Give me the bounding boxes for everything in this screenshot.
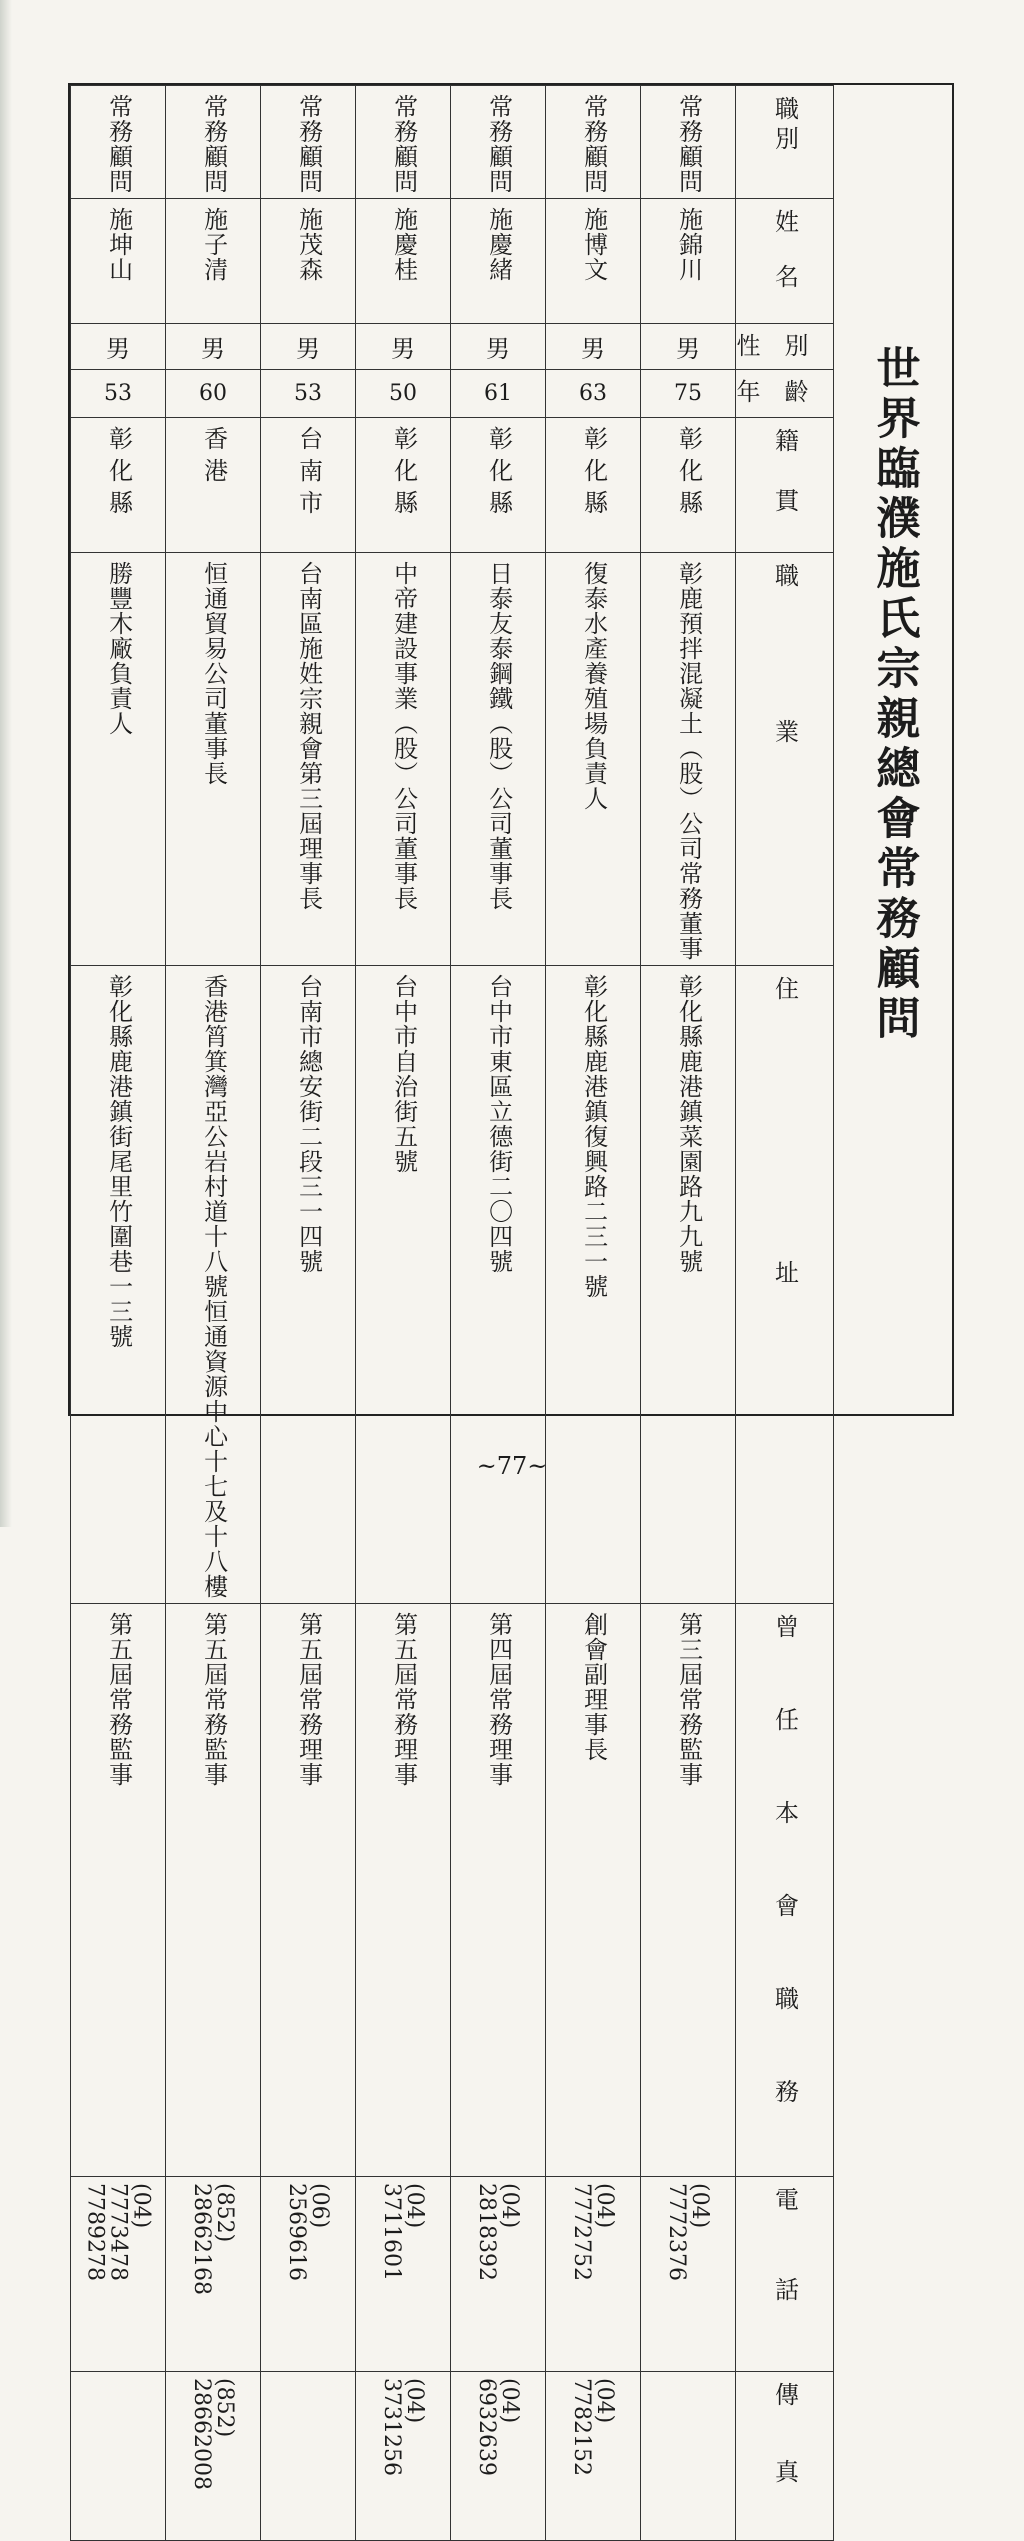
row-address <box>71 966 834 1604</box>
row-age <box>71 370 834 418</box>
member-native: 彰化縣 <box>579 426 608 522</box>
member-phone: (04) 7773478 7789278 <box>82 2183 154 2281</box>
member-native: 香港 <box>199 426 228 490</box>
member-post: 第五屆常務理事 <box>294 1612 323 1787</box>
member-sex: 男 <box>391 335 415 363</box>
member-role: 常務顧問 <box>199 94 228 194</box>
field-label-age: 年齡 <box>736 378 833 406</box>
cell-post <box>451 1604 546 2177</box>
cell-fax <box>166 2372 261 2541</box>
member-occupation: 恒通貿易公司董事長 <box>199 561 228 786</box>
row-name <box>71 199 834 324</box>
member-fax: (04) 6932639 <box>474 2378 523 2476</box>
cell-sex <box>166 324 261 370</box>
header-sex <box>736 324 834 370</box>
member-occupation: 日泰友泰鋼鐵（股）公司董事長 <box>484 561 513 911</box>
cell-native <box>71 418 166 553</box>
member-occupation: 中帝建設事業（股）公司董事長 <box>389 561 418 911</box>
row-native <box>71 418 834 553</box>
member-native: 彰化縣 <box>484 426 513 522</box>
cell-role <box>166 86 261 199</box>
cell-native <box>451 418 546 553</box>
cell-age <box>261 370 356 418</box>
member-name: 施茂森 <box>294 207 323 282</box>
member-role: 常務顧問 <box>484 94 513 194</box>
row-phone <box>71 2177 834 2372</box>
field-label-occupation: 職業 <box>770 563 799 875</box>
member-phone: (06) 2569616 <box>284 2183 333 2281</box>
cell-phone <box>451 2177 546 2372</box>
member-native: 台南市 <box>294 426 323 522</box>
header-native <box>736 418 834 553</box>
member-name: 施慶桂 <box>389 207 418 282</box>
cell-occupation <box>451 553 546 966</box>
cell-occupation <box>356 553 451 966</box>
cell-occupation <box>261 553 356 966</box>
cell-name <box>451 199 546 324</box>
field-label-post: 曾任本會職務 <box>770 1614 799 2172</box>
row-post <box>71 1604 834 2177</box>
field-label-phone: 電話 <box>770 2187 799 2367</box>
cell-age <box>451 370 546 418</box>
member-phone: (04) 3711601 <box>379 2183 428 2281</box>
cell-occupation <box>546 553 641 966</box>
cell-name <box>356 199 451 324</box>
cell-name <box>71 199 166 324</box>
cell-address <box>261 966 356 1604</box>
cell-sex <box>546 324 641 370</box>
cell-post <box>261 1604 356 2177</box>
cell-native <box>261 418 356 553</box>
member-address: 台中市東區立德街二〇四號 <box>484 974 513 1274</box>
cell-sex <box>261 324 356 370</box>
cell-role <box>71 86 166 199</box>
cell-post <box>71 1604 166 2177</box>
cell-age <box>641 370 736 418</box>
field-label-role: 職別 <box>770 96 799 156</box>
member-name: 施博文 <box>579 207 608 282</box>
member-age: 63 <box>579 381 607 406</box>
member-sex: 男 <box>106 335 130 363</box>
member-age: 61 <box>484 381 512 406</box>
member-role: 常務顧問 <box>674 94 703 194</box>
member-native: 彰化縣 <box>674 426 703 522</box>
cell-fax <box>451 2372 546 2541</box>
header-role <box>736 86 834 199</box>
cell-name <box>641 199 736 324</box>
cell-name <box>546 199 641 324</box>
member-address: 台南市總安街二段三一四號 <box>294 974 323 1274</box>
cell-address <box>71 966 166 1604</box>
cell-occupation <box>71 553 166 966</box>
cell-role <box>356 86 451 199</box>
member-address: 彰化縣鹿港鎮菜園路九九號 <box>674 974 703 1274</box>
member-age: 53 <box>294 381 322 406</box>
header-name <box>736 199 834 324</box>
cell-fax <box>356 2372 451 2541</box>
member-phone: (04) 2818392 <box>474 2183 523 2281</box>
cell-sex <box>451 324 546 370</box>
member-sex: 男 <box>486 335 510 363</box>
title-column <box>833 85 952 1414</box>
cell-post <box>166 1604 261 2177</box>
member-sex: 男 <box>296 335 320 363</box>
member-post: 第四屆常務理事 <box>484 1612 513 1787</box>
member-address: 台中市自治街五號 <box>389 974 418 1174</box>
cell-address <box>546 966 641 1604</box>
member-age: 60 <box>199 381 227 406</box>
member-role: 常務顧問 <box>294 94 323 194</box>
member-phone: (04) 7772376 <box>664 2183 713 2281</box>
member-occupation: 復泰水產養殖場負責人 <box>579 561 608 811</box>
cell-occupation <box>641 553 736 966</box>
member-post: 創會副理事長 <box>579 1612 608 1762</box>
cell-phone <box>356 2177 451 2372</box>
header-phone <box>736 2177 834 2372</box>
cell-fax <box>546 2372 641 2541</box>
member-sex: 男 <box>676 335 700 363</box>
cell-address <box>356 966 451 1604</box>
cell-name <box>261 199 356 324</box>
member-role: 常務顧問 <box>104 94 133 194</box>
member-fax: (04) 7782152 <box>569 2378 618 2476</box>
cell-post <box>641 1604 736 2177</box>
member-role: 常務顧問 <box>579 94 608 194</box>
cell-fax <box>641 2372 736 2541</box>
cell-address <box>641 966 736 1604</box>
member-phone: (04) 7772752 <box>569 2183 618 2281</box>
cell-post <box>546 1604 641 2177</box>
cell-phone <box>641 2177 736 2372</box>
field-label-address: 住址 <box>770 976 799 1544</box>
cell-sex <box>356 324 451 370</box>
cell-native <box>166 418 261 553</box>
row-sex <box>71 324 834 370</box>
member-fax: (852) 28662008 <box>189 2378 238 2490</box>
header-fax <box>736 2372 834 2541</box>
member-post: 第五屆常務監事 <box>199 1612 228 1787</box>
cell-name <box>166 199 261 324</box>
cell-phone <box>546 2177 641 2372</box>
member-phone: (852) 28662168 <box>189 2183 238 2295</box>
cell-address <box>451 966 546 1604</box>
cell-sex <box>641 324 736 370</box>
member-age: 50 <box>389 381 417 406</box>
field-label-fax: 傳真 <box>770 2382 799 2536</box>
cell-phone <box>166 2177 261 2372</box>
member-age: 75 <box>674 381 702 406</box>
member-native: 彰化縣 <box>104 426 133 522</box>
member-name: 施錦川 <box>674 207 703 282</box>
cell-occupation <box>166 553 261 966</box>
member-post: 第五屆常務理事 <box>389 1612 418 1787</box>
cell-native <box>356 418 451 553</box>
cell-role <box>641 86 736 199</box>
member-sex: 男 <box>581 335 605 363</box>
cell-phone <box>261 2177 356 2372</box>
header-age <box>736 370 834 418</box>
cell-post <box>356 1604 451 2177</box>
member-age: 53 <box>104 381 132 406</box>
member-occupation: 台南區施姓宗親會第三屆理事長 <box>294 561 323 911</box>
member-address: 彰化縣鹿港鎮街尾里竹圍巷一三號 <box>104 974 133 1349</box>
cell-age <box>166 370 261 418</box>
row-occupation <box>71 553 834 966</box>
cell-sex <box>71 324 166 370</box>
cell-fax <box>71 2372 166 2541</box>
member-name: 施子清 <box>199 207 228 282</box>
cell-native <box>641 418 736 553</box>
cell-address <box>166 966 261 1604</box>
field-label-sex: 性別 <box>736 332 833 360</box>
cell-age <box>356 370 451 418</box>
member-address: 香港筲箕灣亞公岩村道十八號恒通資源中心十七及十八樓 <box>199 974 228 1599</box>
cell-fax <box>261 2372 356 2541</box>
row-fax <box>71 2372 834 2541</box>
cell-age <box>546 370 641 418</box>
field-label-name: 姓名 <box>770 209 799 319</box>
member-post: 第五屆常務監事 <box>104 1612 133 1787</box>
header-post <box>736 1604 834 2177</box>
cell-age <box>71 370 166 418</box>
cell-role <box>451 86 546 199</box>
header-occupation <box>736 553 834 966</box>
page-title: 世界臨濮施氏宗親總會常務顧問 <box>868 345 920 1045</box>
header-address <box>736 966 834 1604</box>
member-occupation: 彰鹿預拌混凝土（股）公司常務董事 <box>674 561 703 961</box>
cell-native <box>546 418 641 553</box>
member-role: 常務顧問 <box>389 94 418 194</box>
member-sex: 男 <box>201 335 225 363</box>
cell-phone <box>71 2177 166 2372</box>
member-name: 施坤山 <box>104 207 133 282</box>
member-name: 施慶緒 <box>484 207 513 282</box>
field-label-native: 籍貫 <box>770 428 799 548</box>
advisor-roster-table <box>70 85 834 2541</box>
row-role <box>71 86 834 199</box>
member-native: 彰化縣 <box>389 426 418 522</box>
cell-role <box>261 86 356 199</box>
member-occupation: 勝豐木廠負責人 <box>104 561 133 736</box>
member-fax: (04) 3731256 <box>379 2378 428 2476</box>
member-post: 第三屆常務監事 <box>674 1612 703 1787</box>
page-number: ~77~ <box>476 1452 548 1480</box>
member-address: 彰化縣鹿港鎮復興路二三一號 <box>579 974 608 1299</box>
cell-role <box>546 86 641 199</box>
page-edge-shadow <box>0 0 12 1527</box>
